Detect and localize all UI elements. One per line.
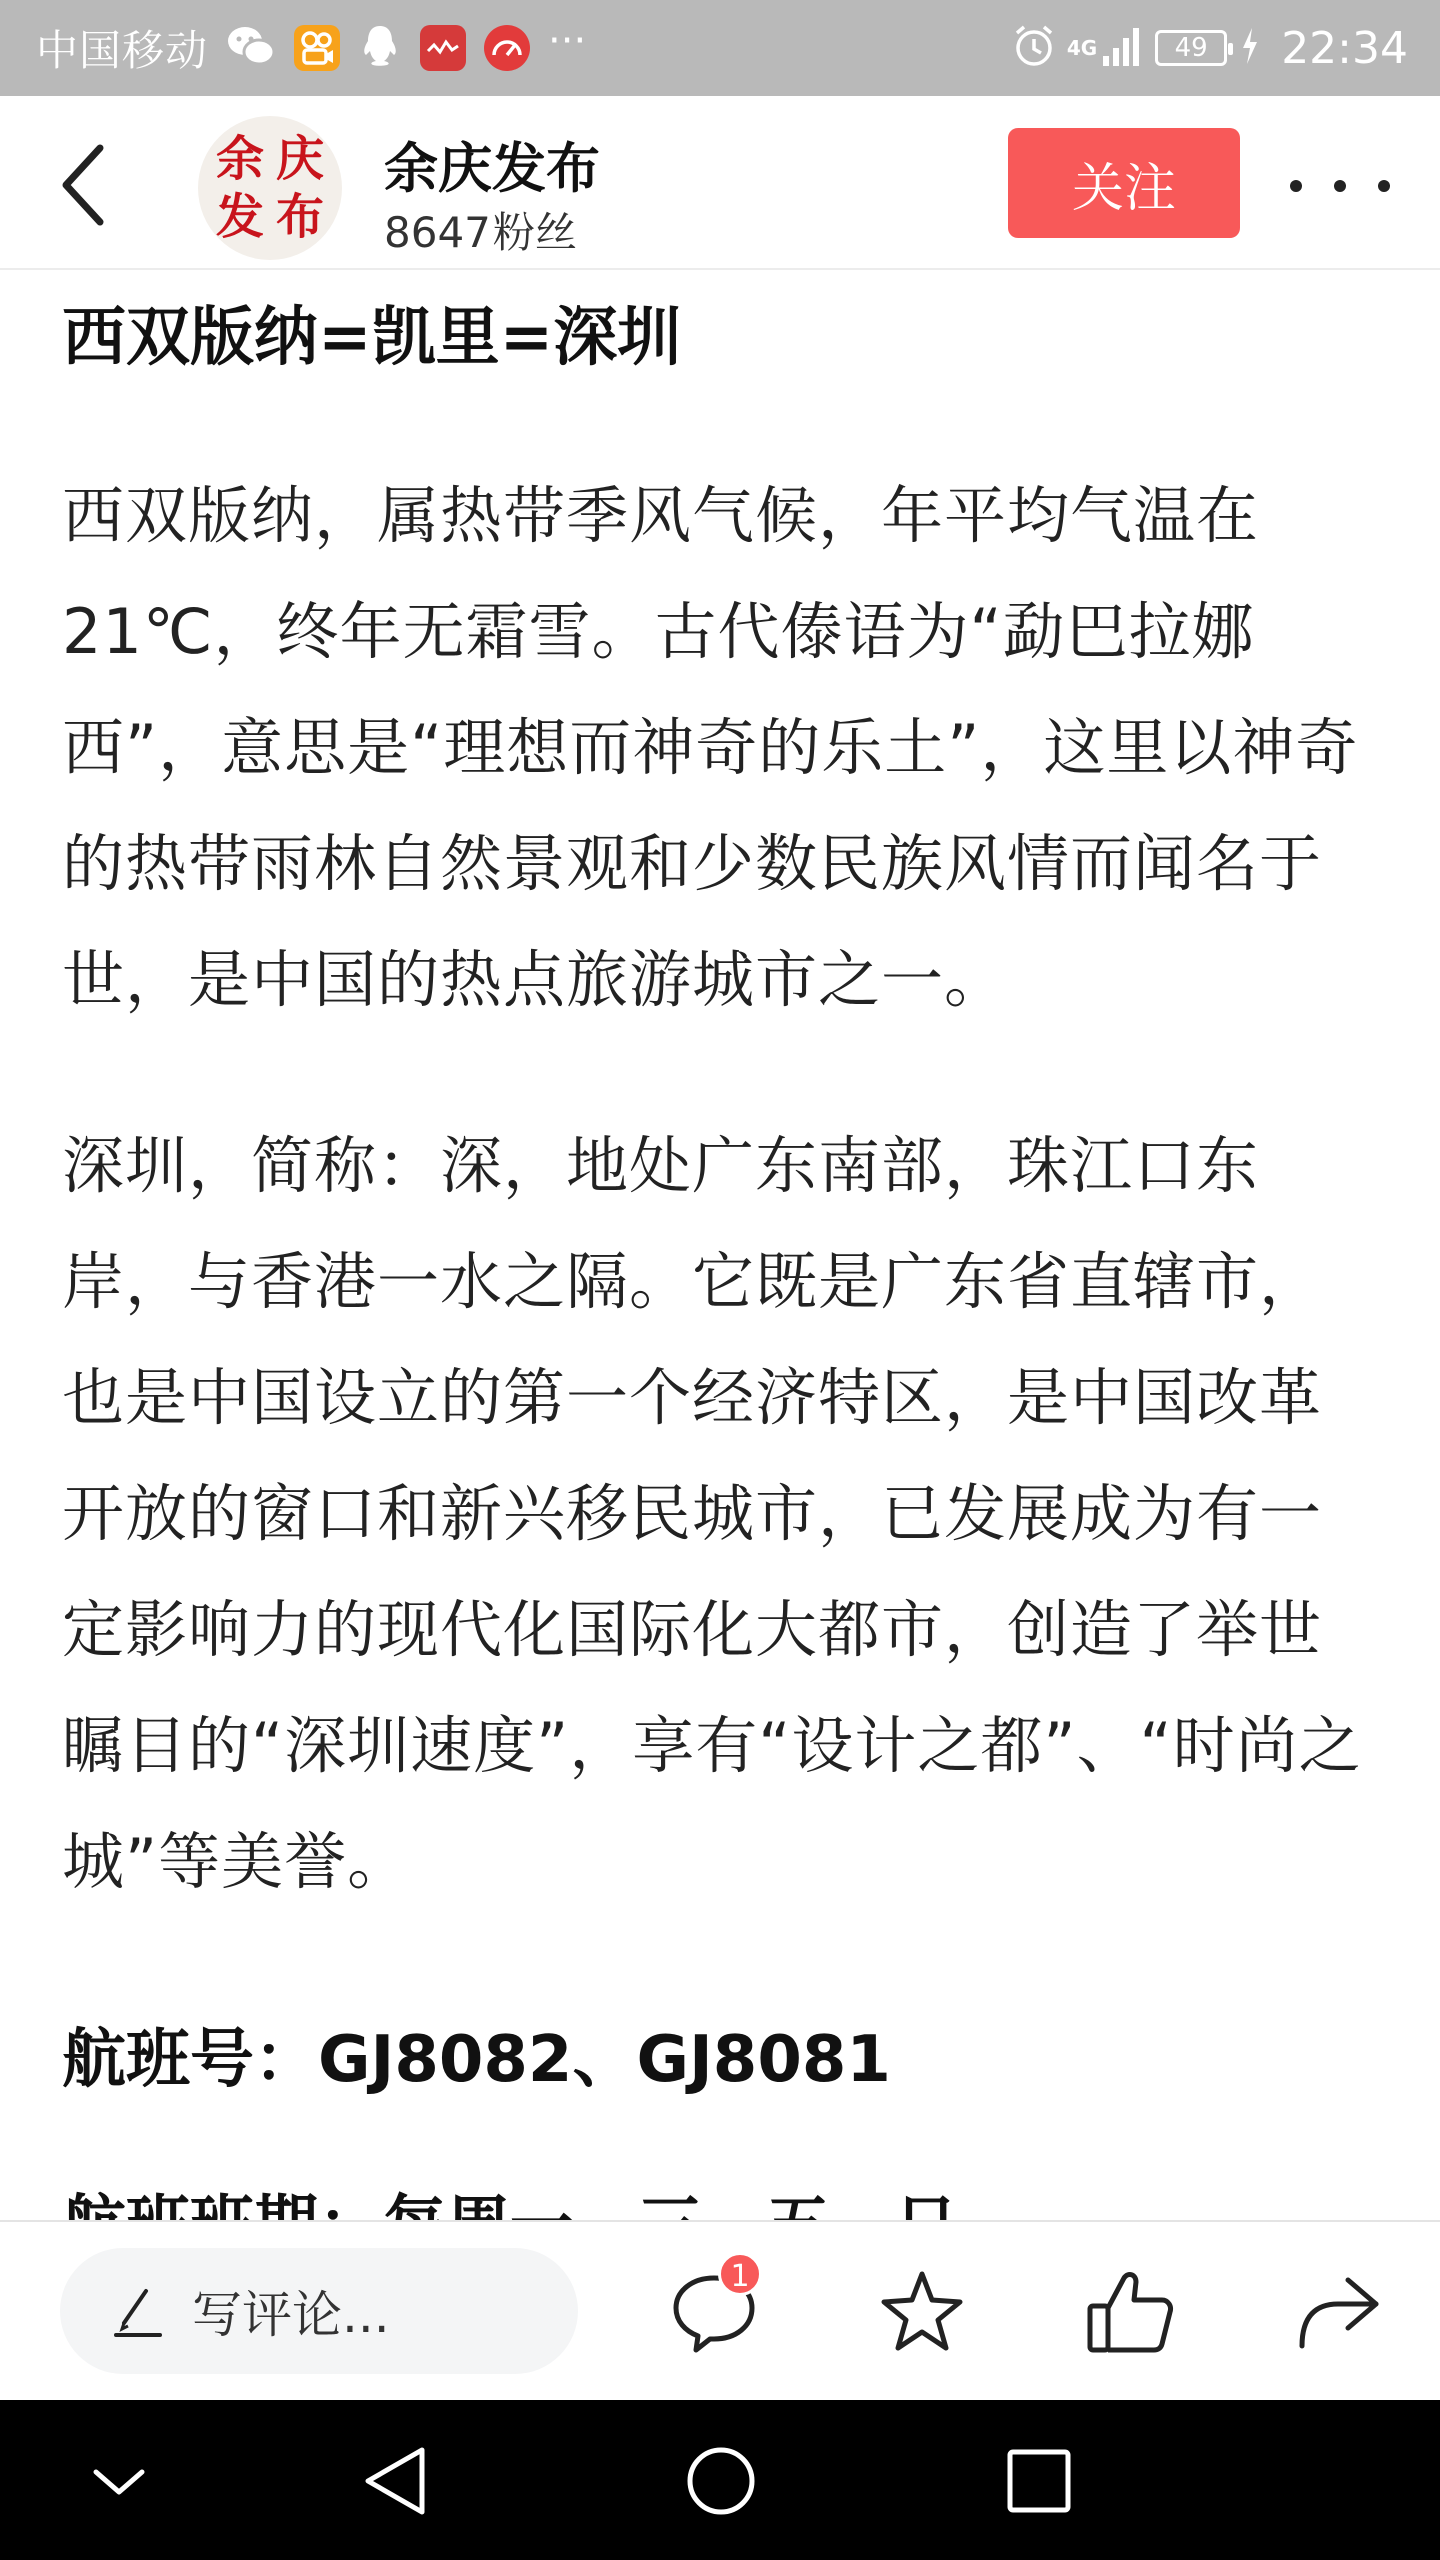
signal-icon <box>1101 24 1141 72</box>
avatar-char: 庆 <box>275 131 324 187</box>
article-header <box>0 96 1440 270</box>
clock: 22:34 <box>1281 22 1408 74</box>
fans-label: 粉丝 <box>492 208 577 257</box>
flight-number-heading: 航班号：GJ8082、GJ8081 <box>62 2023 891 2097</box>
carrier-name: 中国移动 <box>36 26 209 75</box>
star-icon <box>874 2264 970 2360</box>
comment-input[interactable] <box>60 2248 578 2374</box>
like-button[interactable] <box>1082 2264 1178 2360</box>
network-type: 4G <box>1066 36 1098 60</box>
charging-icon <box>1241 26 1259 70</box>
avatar-char: 余 <box>215 131 264 187</box>
status-bar <box>0 0 1440 96</box>
nav-back-button[interactable] <box>352 2436 442 2526</box>
back-button[interactable] <box>52 140 122 230</box>
nav-home-icon <box>676 2436 766 2526</box>
favorite-button[interactable] <box>874 2264 970 2360</box>
account-name[interactable]: 余庆发布 <box>384 137 600 200</box>
thumbs-up-icon <box>1082 2264 1178 2360</box>
avatar-char: 发 <box>215 189 264 245</box>
article-paragraph: 西双版纳，属热带季风气候，年平均气温在21℃，终年无霜雪。古代傣语为“勐巴拉娜西”，意思是“理想而神奇的乐土”，这里以神奇的热带雨林自然景观和少数民族风情而闻名于世，是中国的热点旅游城市之一。 <box>62 479 1359 1016</box>
nav-collapse-button[interactable] <box>74 2436 164 2526</box>
fans-number: 8647 <box>384 208 491 257</box>
nav-recents-button[interactable] <box>994 2436 1084 2526</box>
follow-button[interactable]: 关注 <box>1008 128 1240 238</box>
nav-home-button[interactable] <box>676 2436 766 2526</box>
avatar-logo <box>198 116 342 260</box>
status-bar-left <box>36 0 586 96</box>
back-arrow-icon <box>52 140 122 230</box>
nav-recents-icon <box>994 2436 1084 2526</box>
more-notifications-icon: ··· <box>548 18 587 64</box>
article-paragraph: 深圳，简称：深，地处广东南部，珠江口东岸，与香港一水之隔。它既是广东省直辖市，也是中国设立的第一个经济特区，是中国改革开放的窗口和新兴移民城市，已发展成为有一定影响力的现代化国际化大都市，创造了举世瞩目的“深圳速度”，享有“设计之都”、“时尚之城”等美誉。 <box>62 1129 1362 1898</box>
share-icon <box>1290 2264 1386 2360</box>
bottom-action-bar <box>0 2220 1440 2400</box>
article-body <box>62 270 1382 2220</box>
speedometer-app-icon <box>484 25 530 71</box>
comment-button[interactable] <box>666 2259 762 2360</box>
nav-back-icon <box>352 2436 442 2526</box>
comment-count-badge: 1 <box>718 2252 762 2296</box>
avatar[interactable] <box>198 116 342 260</box>
section-heading: 西双版纳=凯里=深圳 <box>62 301 682 375</box>
system-nav-bar <box>0 2400 1440 2560</box>
kuaishou-app-icon <box>294 25 340 71</box>
qq-notification-icon <box>358 23 402 73</box>
avatar-char: 布 <box>275 189 324 245</box>
comment-placeholder: 写评论... <box>192 2286 390 2344</box>
share-button[interactable] <box>1290 2264 1386 2360</box>
music-app-icon <box>420 25 466 71</box>
alarm-icon <box>1011 23 1057 73</box>
status-bar-right <box>1011 0 1408 96</box>
nav-collapse-icon <box>74 2436 164 2526</box>
pen-icon <box>110 2283 166 2339</box>
wechat-notification-icon <box>226 24 276 72</box>
fans-count <box>384 200 577 260</box>
more-dots-icon[interactable] <box>1290 156 1390 216</box>
battery-indicator: 49 <box>1155 30 1227 66</box>
